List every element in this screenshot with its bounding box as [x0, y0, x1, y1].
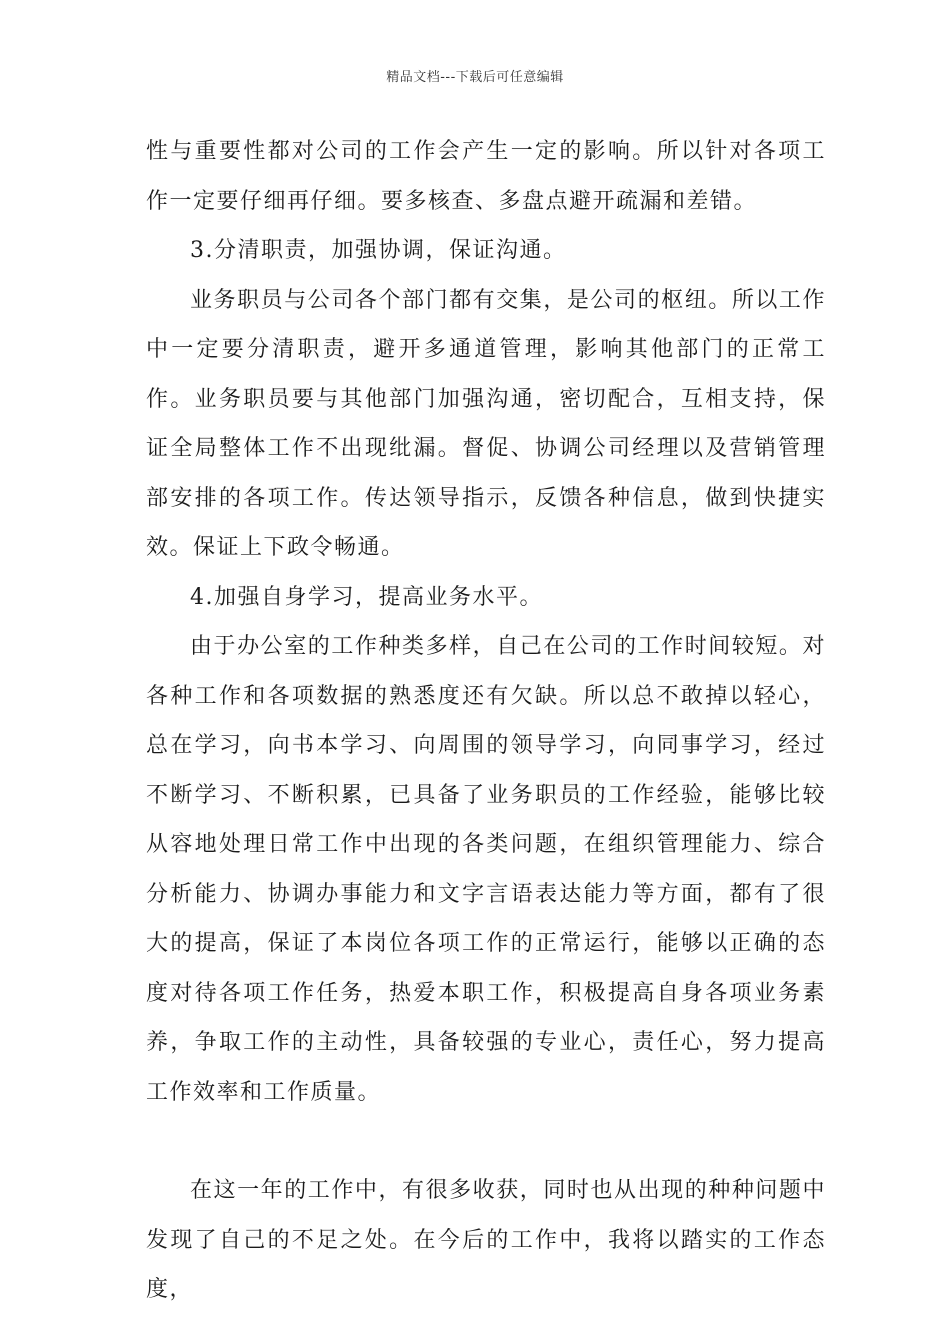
page-header: 精品文档---下载后可任意编辑 — [386, 70, 564, 85]
section-heading-3: 3.分清职责，加强协调，保证沟通。 — [190, 238, 567, 263]
paragraph-summary: 在这一年的工作中，有很多收获，同时也从出现的种种问题中发现了自己的不足之处。在今后的工作中，我将以踏实的工作态度， — [146, 1178, 826, 1302]
document-body — [146, 127, 826, 1315]
paragraph-learning: 由于办公室的工作种类多样，自己在公司的工作时间较短。对各种工作和各项数据的熟悉度还有欠缺。所以总不敢掉以轻心，总在学习，向书本学习、向周围的领导学习，向同事学习，经过不断学习、不断积累，已具备了业务职员的工作经验，能够比较从容地处理日常工作中出现的各类问题，在组织管理能力、综合分析能力、协调办事能力和文字言语表达能力等方面，都有了很大的提高，保证了本岗位各项工作的正常运行，能够以正确的态度对待各项工作任务，热爱本职工作，积极提高自身各项业务素养，争取工作的主动性，具备较强的专业心，责任心，努力提高工作效率和工作质量。 — [146, 634, 826, 1105]
section-heading-4: 4.加强自身学习，提高业务水平。 — [190, 584, 543, 610]
paragraph-responsibilities: 业务职员与公司各个部门都有交集，是公司的枢纽。所以工作中一定要分清职责，避开多通道管理，影响其他部门的正常工作。业务职员要与其他部门加强沟通，密切配合，互相支持，保证全局整体工作不出现纰漏。督促、协调公司经理以及营销管理部安排的各项工作。传达领导指示，反馈各种信息，做到快捷实效。保证上下政令畅通。 — [146, 287, 826, 560]
paragraph-continuation: 性与重要性都对公司的工作会产生一定的影响。所以针对各项工作一定要仔细再仔细。要多核查、多盘点避开疏漏和差错。 — [146, 139, 826, 214]
